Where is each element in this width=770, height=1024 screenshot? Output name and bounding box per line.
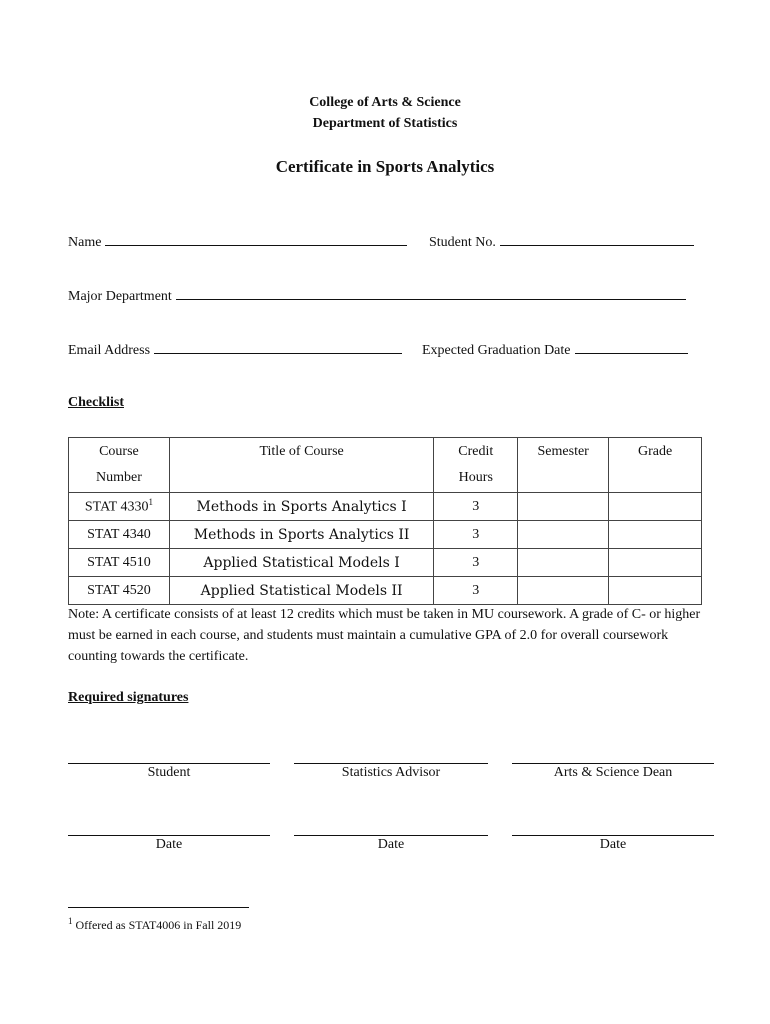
checklist-heading: Checklist bbox=[68, 395, 124, 410]
name-input-line[interactable] bbox=[105, 233, 407, 246]
semester-cell[interactable] bbox=[518, 521, 609, 549]
grade-cell[interactable] bbox=[609, 549, 702, 577]
dean-date-line[interactable] bbox=[512, 835, 714, 836]
semester-cell[interactable] bbox=[518, 577, 609, 605]
grade-cell[interactable] bbox=[609, 577, 702, 605]
course-title-cell: Applied Statistical Models I bbox=[169, 549, 434, 577]
graduation-date-field[interactable] bbox=[422, 341, 688, 359]
col-title: Title of Course bbox=[169, 438, 434, 493]
table-row bbox=[69, 521, 702, 549]
course-title-cell: Methods in Sports Analytics II bbox=[169, 521, 434, 549]
name-label: Name bbox=[68, 235, 102, 250]
footnote-mark: 1 bbox=[148, 497, 153, 508]
advisor-signature-line[interactable] bbox=[294, 763, 488, 764]
email-field[interactable] bbox=[68, 341, 402, 359]
graduation-date-input-line[interactable] bbox=[575, 341, 688, 354]
course-number-cell: STAT 4510 bbox=[69, 549, 170, 577]
footnote-text: Offered as STAT4006 in Fall 2019 bbox=[75, 918, 242, 932]
major-department-input-line[interactable] bbox=[176, 287, 686, 300]
student-no-field[interactable] bbox=[429, 233, 694, 251]
course-number-cell: STAT 4340 bbox=[69, 521, 170, 549]
college-name: College of Arts & Science bbox=[309, 95, 461, 110]
advisor-date-label: Date bbox=[377, 837, 405, 852]
footnote bbox=[68, 916, 241, 933]
student-signature-line[interactable] bbox=[68, 763, 270, 764]
course-title-cell: Methods in Sports Analytics I bbox=[169, 493, 434, 521]
semester-cell[interactable] bbox=[518, 549, 609, 577]
student-no-input-line[interactable] bbox=[500, 233, 694, 246]
student-signature-label: Student bbox=[147, 765, 191, 780]
credit-hours-cell: 3 bbox=[434, 549, 518, 577]
major-department-field[interactable] bbox=[68, 287, 686, 305]
col-course-number: Course Number bbox=[69, 438, 170, 493]
signatures-heading: Required signatures bbox=[68, 690, 189, 705]
major-department-label: Major Department bbox=[68, 289, 172, 304]
grade-cell[interactable] bbox=[609, 521, 702, 549]
col-credit-hours: Credit Hours bbox=[434, 438, 518, 493]
footnote-number: 1 bbox=[68, 916, 73, 926]
advisor-date-line[interactable] bbox=[294, 835, 488, 836]
grade-cell[interactable] bbox=[609, 493, 702, 521]
student-date-label: Date bbox=[155, 837, 183, 852]
credit-hours-cell: 3 bbox=[434, 577, 518, 605]
checklist-table bbox=[68, 437, 702, 605]
department-name: Department of Statistics bbox=[312, 116, 458, 131]
col-semester: Semester bbox=[518, 438, 609, 493]
credit-hours-cell: 3 bbox=[434, 521, 518, 549]
page-title: Certificate in Sports Analytics bbox=[275, 157, 495, 176]
footnote-divider bbox=[68, 907, 249, 908]
course-number-cell: STAT 4520 bbox=[69, 577, 170, 605]
table-row bbox=[69, 577, 702, 605]
table-header-row bbox=[69, 438, 702, 493]
graduation-date-label: Expected Graduation Date bbox=[422, 343, 571, 358]
name-field[interactable] bbox=[68, 233, 407, 251]
student-date-line[interactable] bbox=[68, 835, 270, 836]
course-number-cell: STAT 4330$^1$ bbox=[69, 493, 170, 521]
dean-signature-label: Arts & Science Dean bbox=[553, 765, 673, 780]
credit-hours-cell: 3 bbox=[434, 493, 518, 521]
student-no-label: Student No. bbox=[429, 235, 496, 250]
dean-date-label: Date bbox=[599, 837, 627, 852]
email-input-line[interactable] bbox=[154, 341, 402, 354]
semester-cell[interactable] bbox=[518, 493, 609, 521]
course-title-cell: Applied Statistical Models II bbox=[169, 577, 434, 605]
dean-signature-line[interactable] bbox=[512, 763, 714, 764]
table-row bbox=[69, 493, 702, 521]
advisor-signature-label: Statistics Advisor bbox=[341, 765, 441, 780]
table-row bbox=[69, 549, 702, 577]
requirements-note: Note: A certificate consists of at least 12 credits which must be taken in MU coursework. A grade of C- or higher must be earned in each course, and students must maintain a cumulative GPA of 2.0 for overall coursework counting towards the certificate. bbox=[68, 607, 701, 664]
email-label: Email Address bbox=[68, 343, 151, 358]
col-grade: Grade bbox=[609, 438, 702, 493]
